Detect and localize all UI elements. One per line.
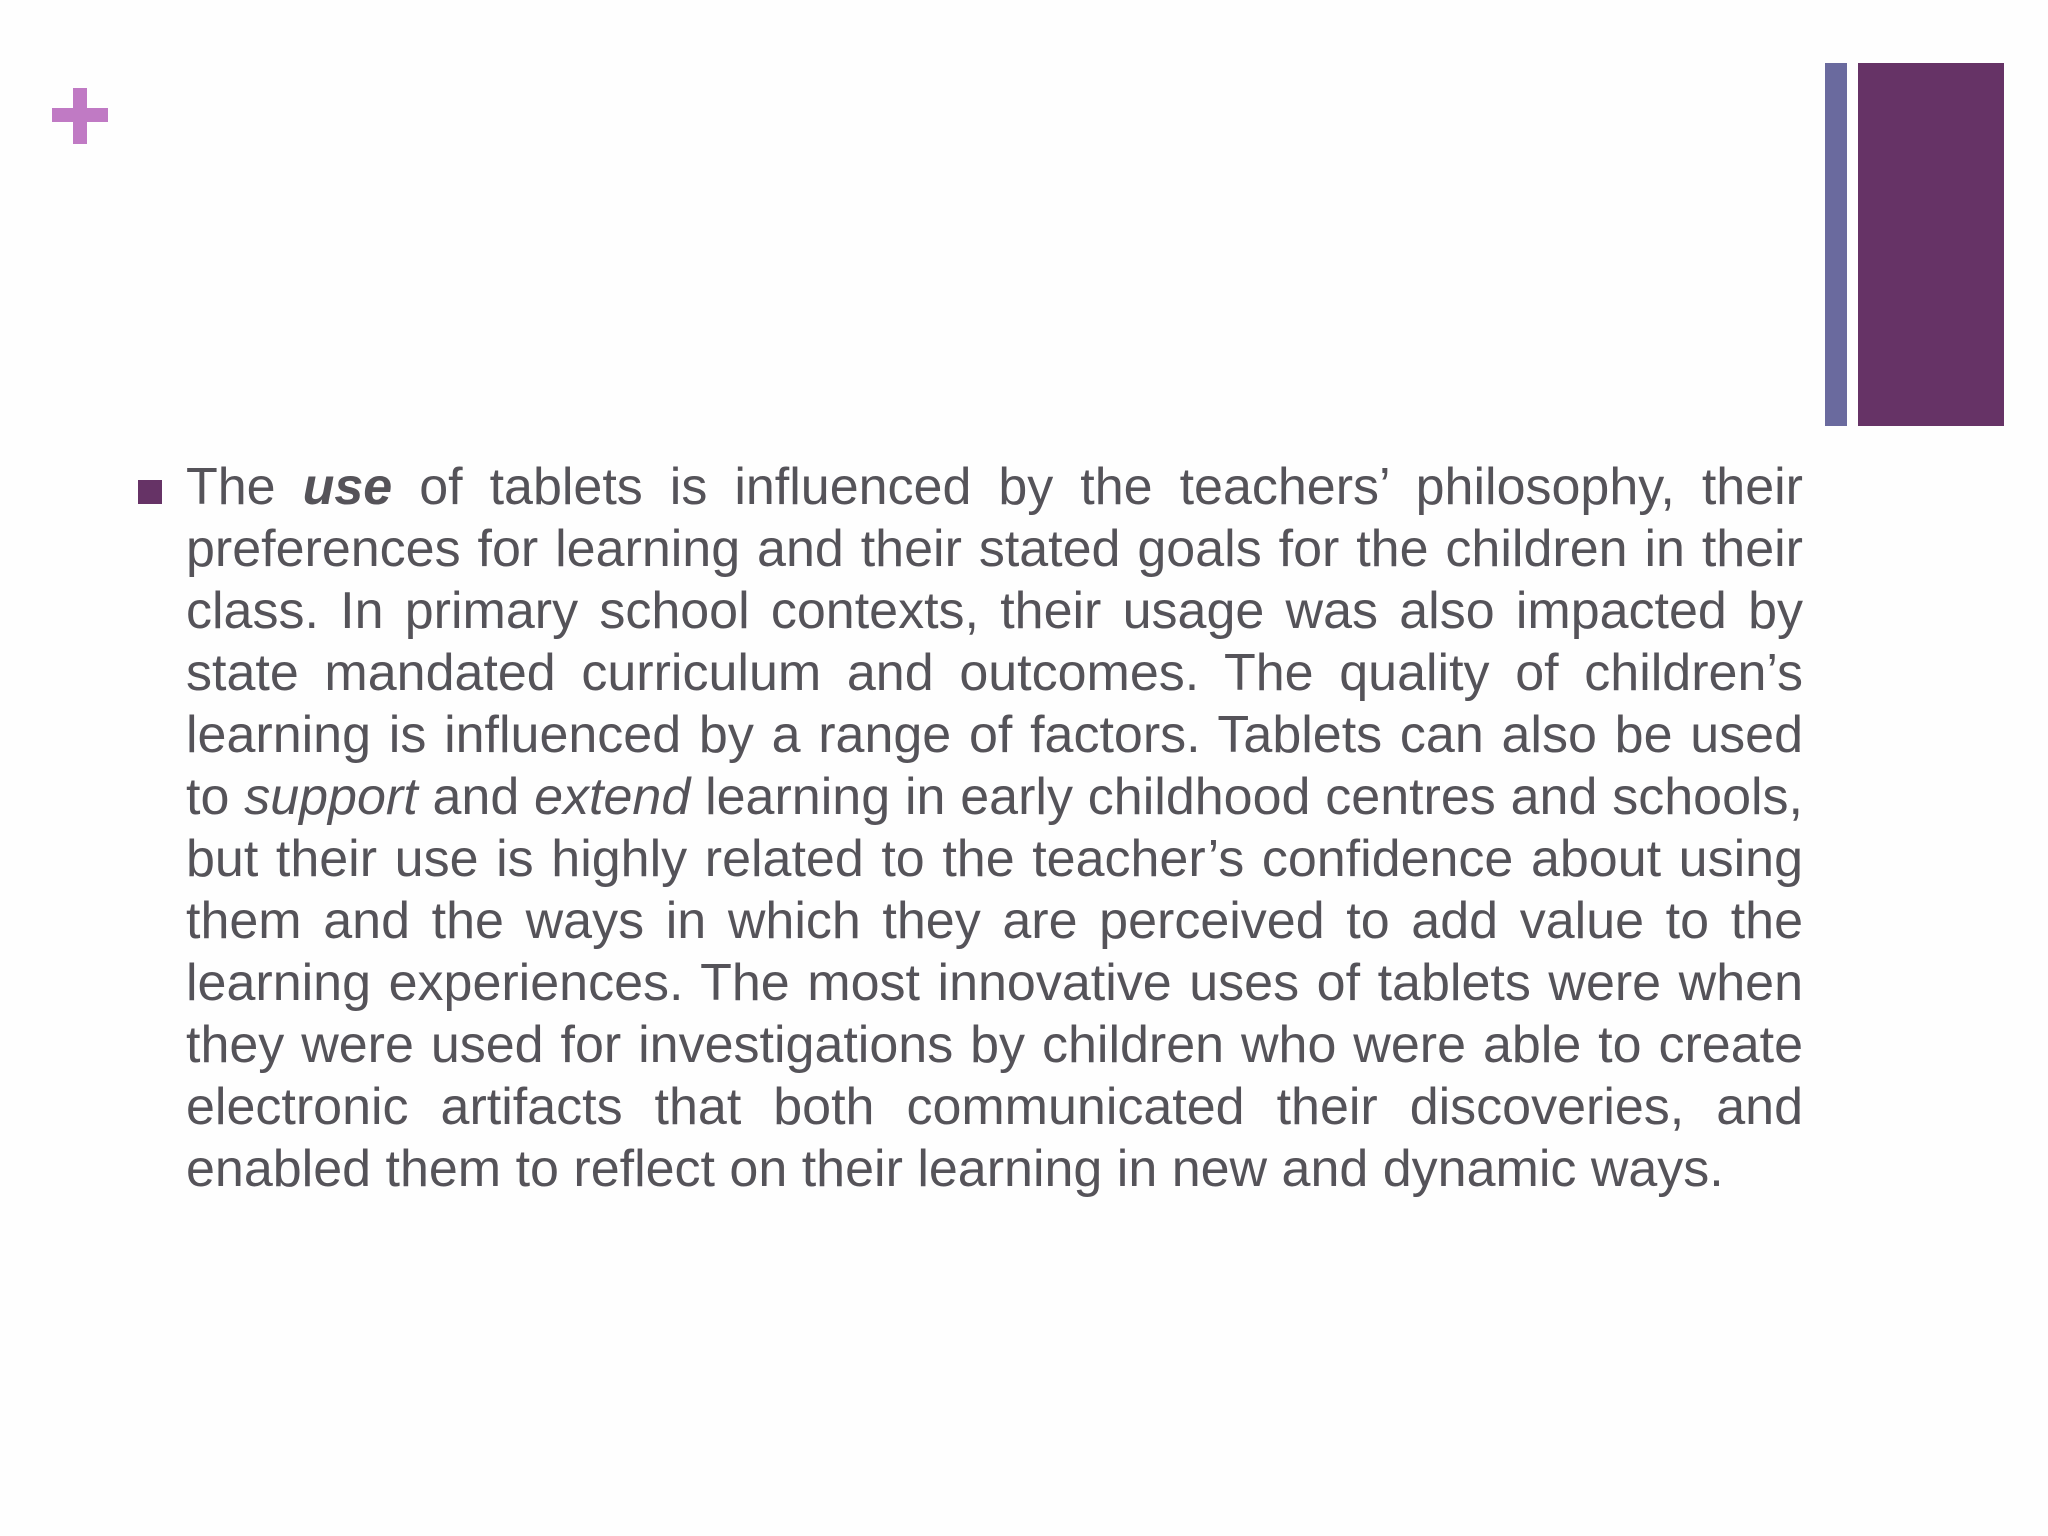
square-bullet-icon <box>138 480 162 504</box>
bullet-paragraph <box>186 456 1803 1200</box>
accent-bar-wide <box>1858 63 2004 426</box>
text-segment: and <box>417 768 535 826</box>
plus-icon <box>52 88 108 144</box>
text-segment: learning in early childhood centres and schools, but their use is highly related to the teacher’s confidence about using them and the ways in which they are perceived to add value to the learning experiences. The most innovative uses of tablets were when they were used for investigations by children who were able to create electronic artifacts that both communicated their discoveries, and enabled them to reflect on their learning in new and dynamic ways. <box>186 768 1803 1198</box>
emphasis-use: use <box>302 458 393 516</box>
emphasis-extend: extend <box>534 768 691 826</box>
accent-bar-thin <box>1825 63 1847 426</box>
bullet-item <box>138 456 1803 1200</box>
bullet-list <box>138 456 1803 1200</box>
text-segment: The <box>186 458 303 516</box>
emphasis-support: support <box>244 768 418 826</box>
text-segment: of tablets is influenced by the teachers’ philosophy, their preferences for learning and their stated goals for the children in their class. In primary school contexts, their usage was also impacted by state mandated curriculum and outcomes. The quality of children’s learning is influenced by a range of factors. Tablets can also be used to <box>186 458 1803 826</box>
